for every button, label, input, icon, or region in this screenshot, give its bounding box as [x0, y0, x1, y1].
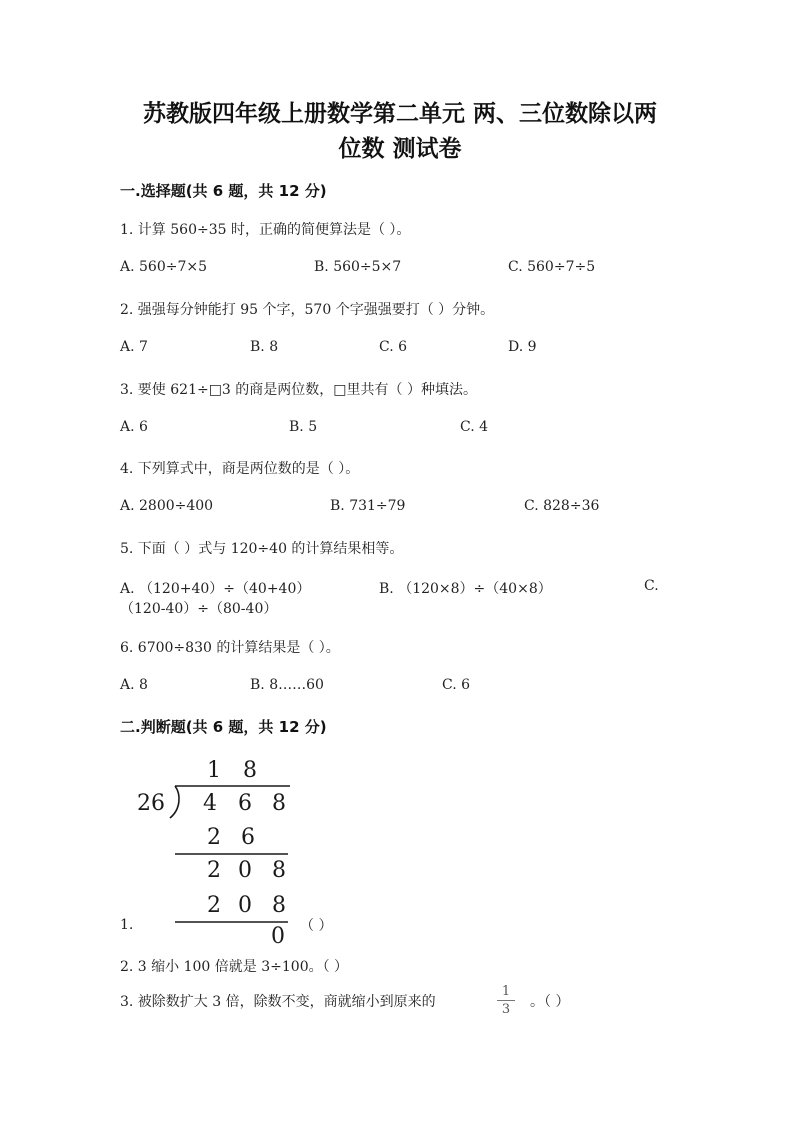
long-division-svg: [128, 752, 328, 952]
step2-digit: 8: [272, 858, 286, 883]
divisor: 26: [137, 791, 165, 816]
q5-option-b: B. （120×8）÷（40×8）: [379, 581, 552, 597]
question-1: 1. 计算 560÷35 时，正确的简便算法是（ ）。: [120, 222, 411, 238]
judge-q1-answer-paren: （ ）: [300, 918, 333, 934]
question-3: 3. 要使 621÷□3 的商是两位数，□里共有（ ）种填法。: [120, 382, 477, 398]
quotient-digit: 8: [243, 758, 257, 783]
step2-digit: 2: [207, 858, 221, 883]
q6-option-a: A. 8: [120, 677, 148, 693]
fraction-one-third: [497, 984, 515, 1017]
q1-option-c: C. 560÷7÷5: [508, 259, 596, 275]
dividend-digit: 4: [203, 791, 217, 816]
q5-option-a: A. （120+40）÷（40+40）: [120, 581, 311, 597]
judge-question-2: 2. 3 缩小 100 倍就是 3÷100。（ ）: [120, 959, 349, 975]
q6-option-b: B. 8……60: [250, 677, 324, 693]
q2-option-a: A. 7: [120, 339, 148, 355]
remainder: 0: [271, 924, 285, 949]
q4-option-c: C. 828÷36: [524, 498, 600, 514]
fraction-bar: [497, 1000, 515, 1001]
fraction-denominator: 3: [501, 1002, 511, 1017]
judge-q3-answer-paren: 。（ ）: [530, 994, 570, 1010]
section-heading-choice: 一.选择题(共 6 题，共 12 分): [120, 182, 327, 200]
dividend-digit: 8: [272, 791, 286, 816]
q2-option-b: B. 8: [250, 339, 279, 355]
q1-option-b: B. 560÷5×7: [314, 259, 402, 275]
page-title-line-2: 位数 测试卷: [338, 136, 462, 162]
step3-digit: 0: [238, 893, 252, 918]
q6-option-c: C. 6: [442, 677, 471, 693]
q4-option-b: B. 731÷79: [330, 498, 406, 514]
judge-q1-number: 1.: [120, 917, 134, 933]
q3-option-c: C. 4: [460, 419, 489, 435]
question-6: 6. 6700÷830 的计算结果是（ ）。: [120, 640, 340, 656]
q2-option-c: C. 6: [379, 339, 408, 355]
step3-digit: 8: [272, 893, 286, 918]
dividend-digit: 6: [238, 791, 252, 816]
step1-digit: 6: [241, 825, 255, 850]
q3-option-a: A. 6: [120, 419, 148, 435]
q4-option-a: A. 2800÷400: [120, 498, 214, 514]
question-4: 4. 下列算式中，商是两位数的是（ ）。: [120, 461, 360, 477]
q2-option-d: D. 9: [508, 339, 537, 355]
fraction-numerator: 1: [501, 984, 511, 999]
page-title-line-1: 苏教版四年级上册数学第二单元 两、三位数除以两: [142, 101, 657, 127]
question-2: 2. 强强每分钟能打 95 个字，570 个字强强要打（ ）分钟。: [120, 302, 495, 318]
step2-digit: 0: [238, 858, 252, 883]
section-heading-judge: 二.判断题(共 6 题，共 12 分): [120, 718, 327, 736]
long-division-figure: [128, 752, 328, 952]
q1-option-a: A. 560÷7×5: [120, 259, 208, 275]
q5-option-c: （120-40）÷（80-40）: [120, 601, 278, 617]
division-bracket: [170, 786, 179, 818]
quotient-digit: 1: [207, 758, 221, 783]
question-5: 5. 下面（ ）式与 120÷40 的计算结果相等。: [120, 541, 404, 557]
step3-digit: 2: [207, 893, 221, 918]
judge-question-3: 3. 被除数扩大 3 倍，除数不变，商就缩小到原来的: [120, 994, 436, 1010]
q3-option-b: B. 5: [289, 419, 318, 435]
q5-option-c-label: C.: [644, 578, 659, 594]
step1-digit: 2: [207, 825, 221, 850]
